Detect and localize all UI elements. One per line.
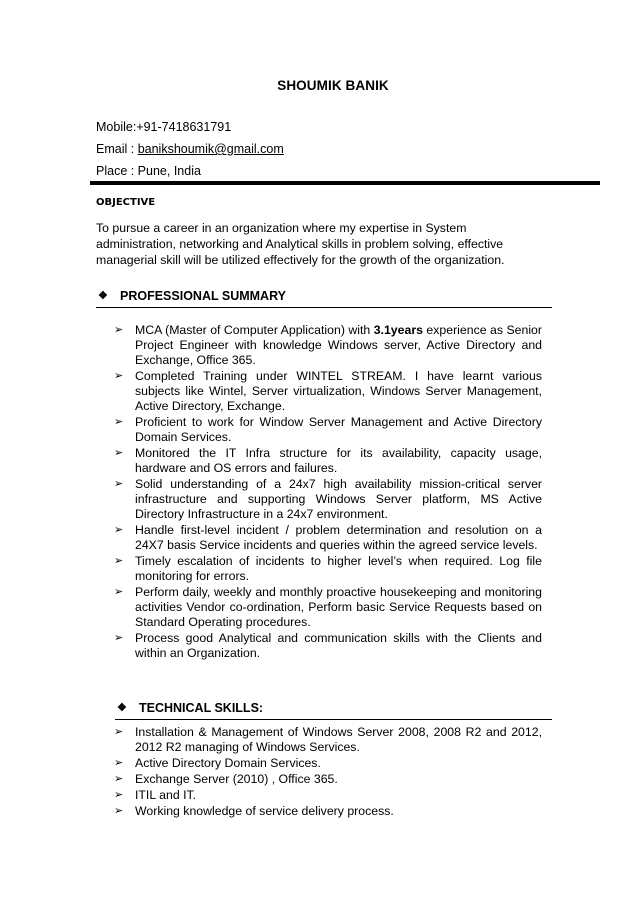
- technical-skill-text: ITIL and IT.: [135, 788, 197, 802]
- section-title: PROFESSIONAL SUMMARY: [120, 289, 286, 303]
- technical-skill-text: Installation & Management of Windows Server 2008, 2008 R2 and 2012, 2012 R2 managing of Windows Services.: [135, 725, 542, 754]
- arrow-bullet-icon: ➢: [114, 726, 124, 738]
- summary-item: [112, 323, 542, 368]
- arrow-bullet-icon: ➢: [114, 632, 124, 644]
- arrow-bullet-icon: ➢: [114, 416, 124, 428]
- summary-item: [112, 554, 542, 584]
- summary-item: [112, 585, 542, 630]
- summary-list: [112, 323, 542, 662]
- objective-text: To pursue a career in an organization where my expertise in System administration, networking and Analytical skills in problem solving, effective managerial skill will be utilized effectively for the growth of the organization.: [96, 221, 505, 267]
- summary-item-text: Proficient to work for Window Server Management and Active Directory Domain Services.: [135, 415, 542, 444]
- summary-item-text: Solid understanding of a 24x7 high availability mission-critical server infrastructure and supporting Windows Server platform, MS Active Directory Infrastructure in a 24x7 environment.: [135, 477, 542, 521]
- candidate-name: SHOUMIK BANIK: [277, 78, 389, 93]
- technical-skill-item: [112, 804, 542, 819]
- summary-item-text: Perform daily, weekly and monthly proactive housekeeping and monitoring activities Vendor co-ordination, Perform basic Service Requests based on Standard Operating procedures.: [135, 585, 542, 629]
- arrow-bullet-icon: ➢: [114, 324, 124, 336]
- mobile-line: Mobile:+91-7418631791: [96, 120, 232, 134]
- summary-item-text: Handle first-level incident / problem determination and resolution on a 24X7 basis Service incidents and queries within the agreed service levels.: [135, 523, 542, 552]
- summary-item: [112, 477, 542, 522]
- summary-item-text: Completed Training under WINTEL STREAM. I have learnt various subjects like Wintel, Server virtualization, Windows Server Management, Active Directory, Exchange.: [135, 369, 542, 413]
- technical-skills-heading: [115, 701, 552, 720]
- arrow-bullet-icon: ➢: [114, 773, 124, 785]
- arrow-bullet-icon: ➢: [114, 586, 124, 598]
- summary-item-text: Monitored the IT Infra structure for its availability, capacity usage, hardware and OS errors and failures.: [135, 446, 542, 475]
- arrow-bullet-icon: ➢: [114, 789, 124, 801]
- summary-item: [112, 369, 542, 414]
- summary-item: [112, 523, 542, 553]
- section-title: TECHNICAL SKILLS:: [139, 701, 264, 715]
- professional-summary-heading: [96, 289, 552, 308]
- arrow-bullet-icon: ➢: [114, 447, 124, 459]
- place-line: Place : Pune, India: [96, 164, 201, 178]
- diamond-bullet-icon: ❖: [117, 702, 127, 714]
- summary-item-emphasis: 3.1years: [373, 323, 423, 337]
- technical-skill-text: Working knowledge of service delivery process.: [135, 804, 394, 818]
- summary-item: [112, 631, 542, 661]
- summary-item: [112, 415, 542, 445]
- summary-item-text: Process good Analytical and communication skills with the Clients and within an Organization.: [135, 631, 542, 660]
- arrow-bullet-icon: ➢: [114, 370, 124, 382]
- technical-skill-item: [112, 756, 542, 771]
- email-label: Email :: [96, 142, 138, 156]
- arrow-bullet-icon: ➢: [114, 524, 124, 536]
- summary-item: [112, 446, 542, 476]
- technical-skill-text: Exchange Server (2010) , Office 365.: [135, 772, 338, 786]
- technical-skill-item: [112, 788, 542, 803]
- technical-skill-item: [112, 725, 542, 755]
- header-divider: [90, 181, 600, 185]
- technical-skills-list: [112, 725, 542, 820]
- arrow-bullet-icon: ➢: [114, 757, 124, 769]
- arrow-bullet-icon: ➢: [114, 555, 124, 567]
- summary-item-text: Timely escalation of incidents to higher level’s when required. Log file monitoring for errors.: [135, 554, 542, 583]
- email-link[interactable]: banikshoumik@gmail.com: [137, 142, 284, 156]
- arrow-bullet-icon: ➢: [114, 478, 124, 490]
- email-line: [96, 142, 284, 156]
- technical-skill-item: [112, 772, 542, 787]
- technical-skill-text: Active Directory Domain Services.: [135, 756, 321, 770]
- diamond-bullet-icon: ❖: [98, 290, 108, 302]
- objective-heading: OBJECTIVE: [96, 197, 156, 208]
- summary-item-text: MCA (Master of Computer Application) with: [135, 323, 374, 337]
- arrow-bullet-icon: ➢: [114, 805, 124, 817]
- summary-item-text: experience as Senior Project Engineer with knowledge Windows server, Active Directory and Exchange, Office 365.: [135, 323, 542, 367]
